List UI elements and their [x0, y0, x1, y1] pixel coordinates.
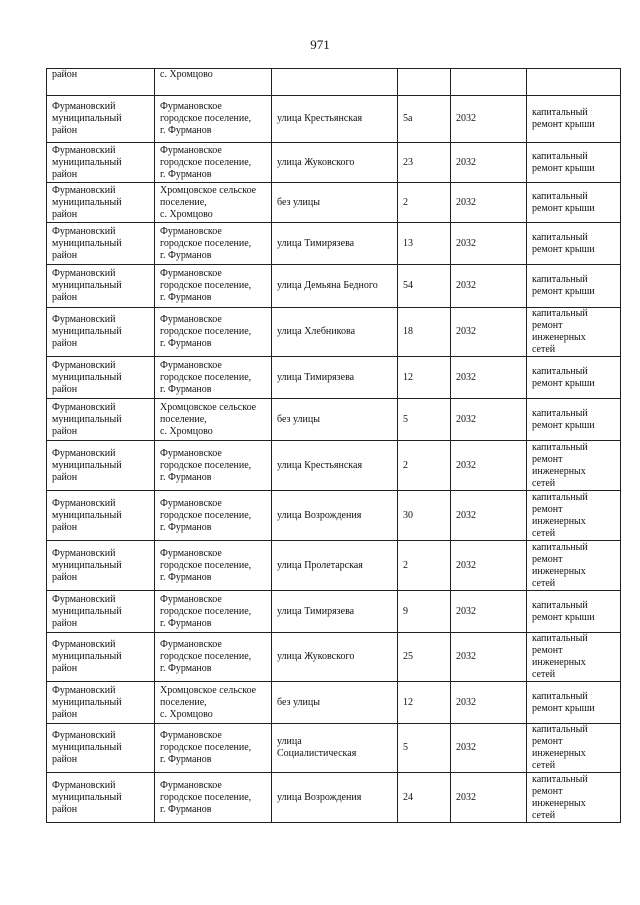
- district-cell: Фурмановский муниципальный район: [47, 682, 155, 724]
- work-type-cell: капитальный ремонт инженерных сетей: [527, 308, 621, 357]
- work-type-cell: капитальный ремонт инженерных сетей: [527, 724, 621, 773]
- work-type-cell: капитальный ремонт крыши: [527, 143, 621, 183]
- street-cell: улица Тимирязева: [272, 591, 398, 633]
- settlement-cell: Фурмановское городское поселение, г. Фурманов: [155, 223, 272, 265]
- street-cell: улица Хлебникова: [272, 308, 398, 357]
- settlement-cell: Фурмановское городское поселение, г. Фурманов: [155, 441, 272, 491]
- district-cell: район: [47, 69, 155, 96]
- year-cell: 2032: [451, 223, 527, 265]
- house-number-cell: 12: [398, 682, 451, 724]
- work-type-cell: капитальный ремонт крыши: [527, 223, 621, 265]
- street-cell: улица Пролетарская: [272, 541, 398, 591]
- house-number-cell: 12: [398, 357, 451, 399]
- street-cell: улица Социалистическая: [272, 724, 398, 773]
- table-row: [47, 399, 621, 441]
- house-number-cell: 5: [398, 724, 451, 773]
- table-row: [47, 183, 621, 223]
- year-cell: 2032: [451, 441, 527, 491]
- table-row: [47, 591, 621, 633]
- work-type-cell: капитальный ремонт крыши: [527, 183, 621, 223]
- district-cell: Фурмановский муниципальный район: [47, 491, 155, 541]
- house-number-cell: 9: [398, 591, 451, 633]
- table-row: [47, 265, 621, 308]
- house-number-cell: 2: [398, 183, 451, 223]
- street-cell: улица Жуковского: [272, 143, 398, 183]
- table-row: [47, 773, 621, 823]
- district-cell: Фурмановский муниципальный район: [47, 591, 155, 633]
- table-row: [47, 308, 621, 357]
- year-cell: 2032: [451, 96, 527, 143]
- table-row: [47, 724, 621, 773]
- street-cell: улица Крестьянская: [272, 441, 398, 491]
- work-type-cell: капитальный ремонт инженерных сетей: [527, 773, 621, 823]
- district-cell: Фурмановский муниципальный район: [47, 223, 155, 265]
- table-row: [47, 223, 621, 265]
- settlement-cell: Фурмановское городское поселение, г. Фурманов: [155, 357, 272, 399]
- year-cell: 2032: [451, 724, 527, 773]
- settlement-cell: Хромцовское сельское поселение, с. Хромцово: [155, 682, 272, 724]
- year-cell: 2032: [451, 682, 527, 724]
- table-row: [47, 682, 621, 724]
- house-number-cell: 24: [398, 773, 451, 823]
- settlement-cell: Фурмановское городское поселение, г. Фурманов: [155, 773, 272, 823]
- work-type-cell: капитальный ремонт инженерных сетей: [527, 633, 621, 682]
- work-type-cell: [527, 69, 621, 96]
- work-type-cell: капитальный ремонт крыши: [527, 357, 621, 399]
- work-type-cell: капитальный ремонт крыши: [527, 265, 621, 308]
- work-type-cell: капитальный ремонт крыши: [527, 591, 621, 633]
- table-row: [47, 357, 621, 399]
- house-number-cell: 5а: [398, 96, 451, 143]
- district-cell: Фурмановский муниципальный район: [47, 541, 155, 591]
- table-row: [47, 441, 621, 491]
- district-cell: Фурмановский муниципальный район: [47, 143, 155, 183]
- district-cell: Фурмановский муниципальный район: [47, 96, 155, 143]
- work-type-cell: капитальный ремонт крыши: [527, 682, 621, 724]
- settlement-cell: Хромцовское сельское поселение, с. Хромцово: [155, 183, 272, 223]
- table-row: [47, 491, 621, 541]
- house-number-cell: 18: [398, 308, 451, 357]
- settlement-cell: Фурмановское городское поселение, г. Фурманов: [155, 633, 272, 682]
- table-row: [47, 69, 621, 96]
- year-cell: 2032: [451, 308, 527, 357]
- house-number-cell: 25: [398, 633, 451, 682]
- settlement-cell: Фурмановское городское поселение, г. Фурманов: [155, 724, 272, 773]
- street-cell: улица Возрождения: [272, 491, 398, 541]
- settlement-cell: Фурмановское городское поселение, г. Фурманов: [155, 96, 272, 143]
- district-cell: Фурмановский муниципальный район: [47, 773, 155, 823]
- house-number-cell: 23: [398, 143, 451, 183]
- house-number-cell: 2: [398, 541, 451, 591]
- street-cell: улица Возрождения: [272, 773, 398, 823]
- year-cell: [451, 69, 527, 96]
- district-cell: Фурмановский муниципальный район: [47, 399, 155, 441]
- district-cell: Фурмановский муниципальный район: [47, 633, 155, 682]
- year-cell: 2032: [451, 633, 527, 682]
- repair-schedule-table: [46, 68, 621, 823]
- settlement-cell: Хромцовское сельское поселение, с. Хромцово: [155, 399, 272, 441]
- page-number: 971: [310, 37, 330, 52]
- year-cell: 2032: [451, 183, 527, 223]
- year-cell: 2032: [451, 773, 527, 823]
- settlement-cell: Фурмановское городское поселение, г. Фурманов: [155, 491, 272, 541]
- district-cell: Фурмановский муниципальный район: [47, 357, 155, 399]
- settlement-cell: Фурмановское городское поселение, г. Фурманов: [155, 541, 272, 591]
- settlement-cell: Фурмановское городское поселение, г. Фурманов: [155, 308, 272, 357]
- house-number-cell: [398, 69, 451, 96]
- year-cell: 2032: [451, 399, 527, 441]
- street-cell: без улицы: [272, 183, 398, 223]
- work-type-cell: капитальный ремонт крыши: [527, 96, 621, 143]
- house-number-cell: 54: [398, 265, 451, 308]
- settlement-cell: с. Хромцово: [155, 69, 272, 96]
- work-type-cell: капитальный ремонт инженерных сетей: [527, 491, 621, 541]
- work-type-cell: капитальный ремонт инженерных сетей: [527, 541, 621, 591]
- year-cell: 2032: [451, 541, 527, 591]
- street-cell: улица Демьяна Бедного: [272, 265, 398, 308]
- district-cell: Фурмановский муниципальный район: [47, 441, 155, 491]
- street-cell: улица Крестьянская: [272, 96, 398, 143]
- settlement-cell: Фурмановское городское поселение, г. Фурманов: [155, 591, 272, 633]
- house-number-cell: 30: [398, 491, 451, 541]
- year-cell: 2032: [451, 491, 527, 541]
- street-cell: [272, 69, 398, 96]
- year-cell: 2032: [451, 143, 527, 183]
- district-cell: Фурмановский муниципальный район: [47, 265, 155, 308]
- district-cell: Фурмановский муниципальный район: [47, 724, 155, 773]
- settlement-cell: Фурмановское городское поселение, г. Фурманов: [155, 265, 272, 308]
- work-type-cell: капитальный ремонт инженерных сетей: [527, 441, 621, 491]
- street-cell: улица Жуковского: [272, 633, 398, 682]
- work-type-cell: капитальный ремонт крыши: [527, 399, 621, 441]
- year-cell: 2032: [451, 591, 527, 633]
- district-cell: Фурмановский муниципальный район: [47, 308, 155, 357]
- street-cell: без улицы: [272, 682, 398, 724]
- year-cell: 2032: [451, 265, 527, 308]
- street-cell: улица Тимирязева: [272, 223, 398, 265]
- house-number-cell: 2: [398, 441, 451, 491]
- house-number-cell: 5: [398, 399, 451, 441]
- street-cell: улица Тимирязева: [272, 357, 398, 399]
- table-row: [47, 541, 621, 591]
- table-row: [47, 143, 621, 183]
- table-row: [47, 96, 621, 143]
- settlement-cell: Фурмановское городское поселение, г. Фурманов: [155, 143, 272, 183]
- street-cell: без улицы: [272, 399, 398, 441]
- table-row: [47, 633, 621, 682]
- year-cell: 2032: [451, 357, 527, 399]
- district-cell: Фурмановский муниципальный район: [47, 183, 155, 223]
- house-number-cell: 13: [398, 223, 451, 265]
